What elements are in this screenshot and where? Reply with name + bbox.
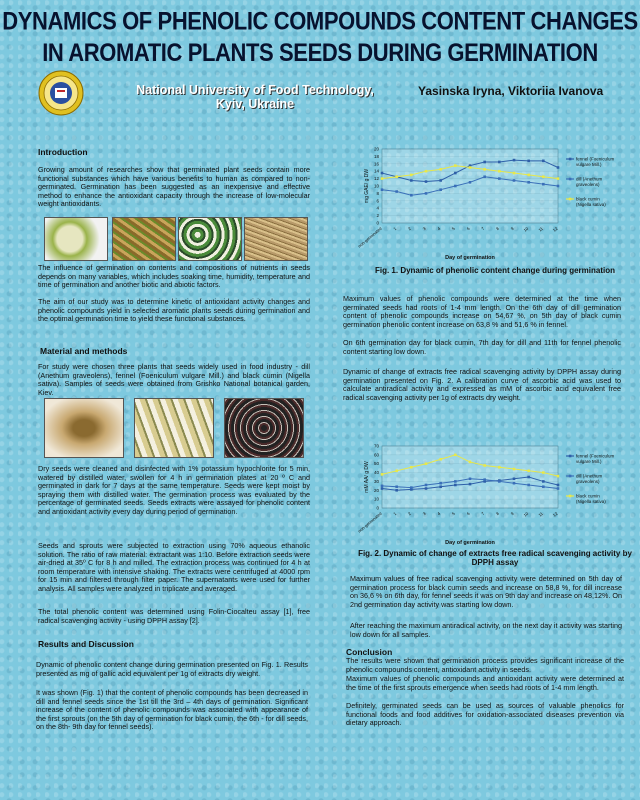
- data-point: [410, 194, 413, 197]
- y-tick-label: 4: [376, 205, 379, 211]
- right-paragraph-2: On 6th germination day for black cumin, 7th day for dill and 11th for fennel phenolic content starting low down.: [343, 338, 621, 356]
- legend-label-line: black cumin: [576, 493, 600, 499]
- figure-2-caption: Fig. 2. Dynamic of change of extracts free radical scavenging activity by DPPH assay: [358, 549, 632, 567]
- results-paragraph-2: It was shown (Fig. 1) that the content of phenolic compounds has been decreased in dill and fennel seeds since the 1st till the 3rd – 4th days of germination. Significant increase of the content of phenolic compounds was associated with appearance of the first sprouts (on the 5th day of germination for black cumin, the 6th - for dill seeds, on the 8th- 9th day for fennel seeds).: [36, 688, 308, 732]
- data-point: [557, 177, 560, 180]
- y-tick-label: 10: [373, 183, 379, 189]
- data-point: [498, 170, 501, 173]
- data-point: [557, 484, 560, 487]
- data-point: [498, 161, 501, 164]
- seeds-photo-4: [244, 217, 308, 261]
- data-point: [557, 475, 560, 478]
- x-tick-label: 5: [450, 510, 456, 517]
- figure-2-chart: [356, 440, 630, 548]
- y-tick-label: 0: [376, 505, 379, 511]
- legend-label: [576, 197, 606, 208]
- y-tick-label: 60: [373, 452, 379, 458]
- data-point: [395, 489, 398, 492]
- legend-marker: [569, 455, 572, 458]
- data-point: [381, 487, 384, 490]
- materials-heading: Material and methods: [40, 346, 128, 356]
- data-point: [469, 461, 472, 464]
- black-cumin-seeds-photo: [224, 398, 304, 458]
- data-point: [542, 175, 545, 178]
- legend-label: [576, 157, 615, 168]
- data-point: [483, 161, 486, 164]
- y-tick-label: 2: [376, 213, 379, 219]
- data-point: [395, 485, 398, 488]
- legend-label-line: dill (Anethum: [576, 473, 603, 479]
- institution: [110, 83, 400, 111]
- legend-label: [576, 474, 603, 485]
- sprouts-photo-2: [112, 217, 176, 261]
- data-point: [498, 466, 501, 469]
- data-point: [527, 484, 530, 487]
- y-tick-label: 10: [373, 496, 379, 502]
- legend-label-line: dill (Anethum: [576, 176, 603, 182]
- institution-line-2: Kyiv, Ukraine: [215, 97, 295, 111]
- data-point: [381, 177, 384, 180]
- data-point: [395, 190, 398, 193]
- x-axis-label: Day of germination: [445, 540, 495, 546]
- data-point: [410, 466, 413, 469]
- authors: Yasinska Iryna, Viktoriia Ivanova: [418, 84, 604, 98]
- legend-label-line: vulgare Mill.): [576, 162, 602, 167]
- data-point: [425, 462, 428, 465]
- x-tick-label: 4: [436, 510, 442, 517]
- x-tick-label: 2: [406, 510, 412, 517]
- right-paragraph-3: Dynamic of change of extracts free radical scavenging activity by DPPH assay during germination presented on Fig. 2. A calibration curve of ascorbic acid was used to calculate antiradical activity and expressed as mM of ascorbic acid equivalent free radical scavenging activity per 1g of extracts dry weight.: [343, 367, 621, 402]
- x-tick-label: 5: [450, 225, 456, 232]
- data-point: [425, 487, 428, 490]
- right-paragraph-1: Maximum values of phenolic compounds were determined at the time when germinated seeds had roots of 1-4 mm length. On the 6th day of dill germination content of phenolic compounds increase on 54,67 %, on 5th day of black cumin germination phenolic content increase on 63,8 % and 51,6 % in fennel.: [343, 294, 621, 329]
- x-tick-label: 2: [406, 225, 412, 232]
- data-point: [513, 468, 516, 471]
- data-point: [469, 181, 472, 184]
- data-point: [498, 480, 501, 483]
- x-tick-label: 1: [392, 510, 398, 517]
- data-point: [410, 179, 413, 182]
- data-point: [454, 480, 457, 483]
- y-tick-label: 6: [376, 198, 379, 204]
- data-point: [454, 164, 457, 167]
- title-line-2: IN AROMATIC PLANTS SEEDS DURING GERMINATION: [42, 38, 598, 67]
- conclusion-paragraph-3: Definitely, germinated seeds can be used as sources of valuable phenolics for functional foods and food additives for oxidation-associated diseases prevention via dietary approach.: [346, 701, 624, 728]
- legend-marker: [569, 178, 572, 181]
- y-tick-label: 16: [373, 161, 379, 167]
- plot-area: [382, 446, 558, 508]
- data-point: [381, 188, 384, 191]
- legend-marker: [569, 198, 572, 201]
- y-tick-label: 70: [373, 443, 379, 449]
- introduction-paragraph-3: The aim of our study was to determine kinetic of antioxidant activity changes and phenolic compounds yield in selected aromatic plants seeds during germination and the optimal germination time to yield these functional substances.: [38, 297, 310, 324]
- y-tick-label: 18: [373, 153, 379, 159]
- data-point: [425, 192, 428, 195]
- data-point: [454, 454, 457, 457]
- results-paragraph-1: Dynamic of phenolic content change during germination presented on Fig. 1. Results presented as mg of gallic acid equivalent per 1g of extracts dry weight.: [36, 660, 308, 678]
- data-point: [498, 177, 501, 180]
- x-tick-label: 12: [551, 225, 559, 233]
- y-tick-label: 50: [373, 461, 379, 467]
- data-point: [557, 185, 560, 188]
- right-paragraph-5: After reaching the maximum antiradical activity, on the next day it activity was starting low down for all samples.: [350, 621, 622, 639]
- materials-paragraph-2: Dry seeds were cleaned and disinfected with 1% potassium hypochlorite for 5 min, watered by distilled water, swollen for 4 h in germination plates at 20 º C and germinated in dark for 7 days at the same temperature. Seeds were kept moist by spraying them with distilled water. The germination process was evaluated by the percentage of germinated seeds. Seeds extracts were assayed for phenolic content and antioxidant activity every day during period of germination.: [38, 464, 310, 516]
- y-tick-label: 20: [373, 146, 379, 152]
- legend-label-line: (Nigella sativa): [576, 202, 606, 207]
- x-tick-label: 7: [480, 510, 486, 517]
- legend-label: [576, 454, 615, 465]
- data-point: [439, 485, 442, 488]
- data-point: [439, 168, 442, 171]
- fennel-seeds-photo: [134, 398, 214, 458]
- x-tick-label: 7: [480, 225, 486, 232]
- materials-paragraph-3: Seeds and sprouts were subjected to extraction using 70% aqueous ethanolic solution. The ratio of raw material: extractant was 1:10. Before extraction seeds were air-dried at 35º C for 8 h and milled. The extraction process was continued for 4 h at room temperature with intensive shaking. The extracts were centrifuged at 4000 rpm for 15 min and filtered through filter paper. The supernatants were used for further analysis. All samples were analyzed in triplicate and averaged.: [38, 541, 310, 593]
- data-point: [513, 172, 516, 175]
- results-heading: Results and Discussion: [38, 639, 134, 649]
- data-point: [410, 486, 413, 489]
- data-point: [454, 185, 457, 188]
- legend-label-line: black cumin: [576, 196, 600, 202]
- x-tick-label: 6: [465, 225, 471, 232]
- institution-line-1: National University of Food Technology,: [136, 83, 374, 97]
- y-tick-label: 40: [373, 470, 379, 476]
- introduction-paragraph-2: The influence of germination on contents and compositions of nutrients in seeds depends on many variables, which includes soaking time, humidity, temperature and time of germination and another biotic and abiotic factors.: [38, 263, 310, 290]
- sprouts-photo-1: [44, 217, 108, 261]
- legend-marker: [569, 495, 572, 498]
- data-point: [454, 172, 457, 175]
- data-point: [542, 485, 545, 488]
- y-tick-label: 0: [376, 220, 379, 226]
- x-tick-label: 3: [421, 510, 427, 517]
- data-point: [395, 175, 398, 178]
- data-point: [381, 485, 384, 488]
- y-tick-label: 14: [373, 168, 379, 174]
- data-point: [439, 188, 442, 191]
- dill-seeds-photo: [44, 398, 124, 458]
- poster-title: [0, 6, 640, 69]
- y-tick-label: 8: [376, 190, 379, 196]
- data-point: [439, 179, 442, 182]
- data-point: [439, 458, 442, 461]
- data-point: [513, 482, 516, 485]
- x-axis-label: Day of germination: [445, 255, 495, 261]
- x-tick-label: 6: [465, 510, 471, 517]
- x-tick-label: 10: [522, 510, 530, 518]
- data-point: [513, 179, 516, 182]
- conclusion-paragraph-1: The results were shown that germination process provides significant increase of the phenolic compounds content, antioxidant activity in seeds.: [346, 656, 624, 674]
- figure-1-chart: [356, 143, 630, 263]
- data-point: [513, 477, 516, 480]
- title-line-1: DYNAMICS OF PHENOLIC COMPOUNDS CONTENT CHANGES: [2, 7, 638, 36]
- conclusion-heading: Conclusion: [346, 647, 393, 657]
- data-point: [527, 181, 530, 184]
- data-point: [542, 471, 545, 474]
- y-axis-label: mg GAE/ g DW: [364, 168, 370, 204]
- data-point: [542, 183, 545, 186]
- legend-marker: [569, 158, 572, 161]
- data-point: [469, 477, 472, 480]
- data-point: [439, 482, 442, 485]
- introduction-paragraph-1: Growing amount of researches show that germinated plant seeds contain more functional substances which have various benefits to human as compared to non-germinated. Germination has been suggested as an inexpensive and effective method to enhance the antioxidant capacity through the increase of low-molecular weight antioxidants.: [38, 165, 310, 209]
- data-point: [483, 478, 486, 481]
- legend-label-line: fennel (Foeniculum: [576, 453, 615, 459]
- data-point: [395, 470, 398, 473]
- introduction-heading: Introduction: [38, 147, 88, 157]
- legend-label-line: graveolens): [576, 182, 600, 187]
- sprouts-photo-3: [178, 217, 242, 261]
- data-point: [469, 166, 472, 169]
- data-point: [527, 476, 530, 479]
- data-point: [527, 174, 530, 177]
- university-logo: [38, 70, 84, 116]
- data-point: [425, 180, 428, 183]
- data-point: [410, 174, 413, 177]
- data-point: [513, 159, 516, 162]
- x-tick-label: 4: [436, 225, 442, 232]
- y-tick-label: 20: [373, 487, 379, 493]
- data-point: [469, 483, 472, 486]
- data-point: [542, 160, 545, 163]
- data-point: [454, 484, 457, 487]
- y-axis-label: mM AA/ g DW: [364, 461, 370, 493]
- data-point: [557, 487, 560, 490]
- x-tick-label: 12: [551, 510, 559, 518]
- x-tick-label: non-germinated: [356, 510, 383, 534]
- legend-label-line: fennel (Foeniculum: [576, 156, 615, 162]
- y-tick-label: 12: [373, 176, 379, 182]
- x-tick-label: 10: [522, 225, 530, 233]
- x-tick-label: 1: [392, 225, 398, 232]
- materials-paragraph-1: For study were chosen three plants that seeds widely used in food industry - dill (Anethum graveolens), fennel (Foeniculum vulgare Mill.) and black cumin (Nigella sativa). Samples of seeds were obtained from Grishko National botanical garden, Kiev.: [38, 362, 310, 397]
- data-point: [381, 473, 384, 476]
- legend-label: [576, 177, 603, 188]
- right-paragraph-4: Maximum values of free radical scavenging activity were determined on 5th day of germination process for black cumin seeds and increase on 58,8 %, for dill increase on 36,6 % on 6th day, for fennel seeds it was on 9th day and increase on 48,12%. On 2nd germination day activity was starting low down.: [350, 574, 622, 609]
- conclusion-paragraph-2: Maximum values of phenolic compounds and antioxidant activity were determined at the time of the first sprouts emergence when seeds had roots of 1-4 mm length.: [346, 674, 624, 692]
- data-point: [542, 480, 545, 483]
- data-point: [483, 175, 486, 178]
- data-point: [527, 470, 530, 473]
- data-point: [425, 484, 428, 487]
- figure-1-caption: Fig. 1. Dynamic of phenolic content change during germination: [374, 266, 616, 275]
- x-tick-label: 9: [509, 510, 515, 517]
- materials-paragraph-4: The total phenolic content was determined using Folin-Ciocalteu assay [1], free radical scavenging activity - using DPPH assay [2].: [38, 607, 310, 625]
- x-tick-label: 11: [537, 510, 544, 518]
- data-point: [483, 464, 486, 467]
- x-tick-label: 3: [421, 225, 427, 232]
- x-tick-label: 9: [509, 225, 515, 232]
- legend-label: [576, 494, 606, 505]
- data-point: [425, 170, 428, 173]
- legend-label-line: (Nigella sativa): [576, 499, 606, 504]
- data-point: [557, 166, 560, 169]
- legend-marker: [569, 475, 572, 478]
- legend-label-line: graveolens): [576, 479, 600, 484]
- data-point: [483, 168, 486, 171]
- data-point: [527, 160, 530, 163]
- x-tick-label: 11: [537, 225, 544, 233]
- x-tick-label: 8: [494, 225, 500, 232]
- x-tick-label: 8: [494, 510, 500, 517]
- y-tick-label: 30: [373, 478, 379, 484]
- x-tick-label: non-germinated: [356, 225, 383, 249]
- data-point: [381, 172, 384, 175]
- legend-label-line: vulgare Mill.): [576, 459, 602, 464]
